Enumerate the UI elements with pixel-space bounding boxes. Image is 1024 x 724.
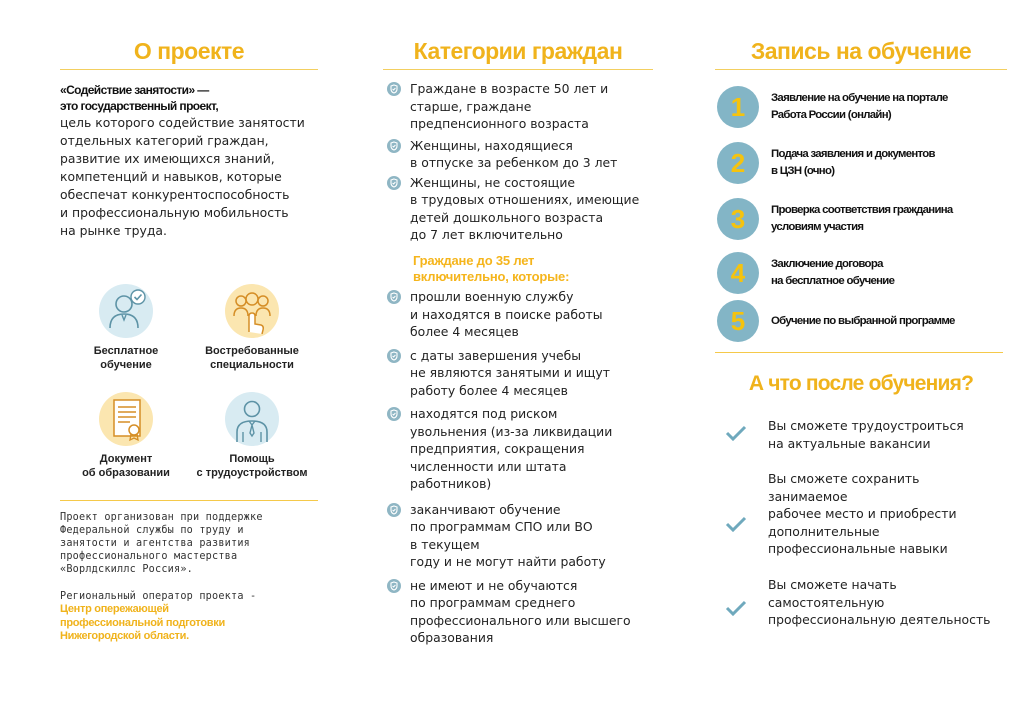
enroll-steps-rule <box>715 352 1003 353</box>
step-number-badge: 3 <box>717 198 759 240</box>
enroll-column <box>715 0 1007 627</box>
category-line: заканчивают обучение <box>410 501 561 517</box>
about-lead-line: на рынке труда. <box>60 223 167 238</box>
step-text <box>771 202 1001 236</box>
subheading-line: Граждане до 35 лет <box>413 253 535 268</box>
category-item <box>383 577 653 647</box>
step-text-line: в ЦЗН (очно) <box>771 165 835 177</box>
outcome-line: Вы сможете трудоустроиться <box>768 418 964 433</box>
shield-bullet-icon <box>387 139 401 153</box>
outcome-text <box>768 417 1008 452</box>
feature-label <box>62 344 190 372</box>
checkmark-icon <box>725 516 747 532</box>
subheading-line: включительно, которые: <box>413 268 570 284</box>
step-text <box>771 313 1001 330</box>
note-line: «Ворлдскиллс Россия». <box>60 564 194 575</box>
category-line: по программам среднего <box>410 595 576 610</box>
outcome-line: на актуальные вакансии <box>768 435 931 451</box>
enroll-step <box>717 300 1009 344</box>
enroll-title-rule <box>715 69 1007 70</box>
step-text <box>771 256 1001 290</box>
category-line: численности или штата <box>410 458 567 474</box>
outcome-line: дополнительные <box>768 523 880 539</box>
feature-label <box>188 452 316 480</box>
feature-label-line: Востребованные <box>205 345 299 357</box>
feature-label-line: специальности <box>210 359 294 371</box>
note-line: Проект организован при поддержке <box>60 512 263 523</box>
categories-title-rule <box>383 69 653 70</box>
category-line: находятся под риском <box>410 406 558 421</box>
category-item <box>383 347 653 400</box>
note-line: Федеральной службы по труду и <box>60 525 244 536</box>
category-line: работу более 4 месяцев <box>410 382 568 398</box>
category-line: Граждане в возрасте 50 лет и <box>410 81 609 96</box>
step-text-line: Проверка соответствия гражданина <box>771 204 953 216</box>
step-number-badge: 1 <box>717 86 759 128</box>
about-lead-line: цель которого содействие занятости <box>60 115 305 130</box>
about-lead-line: компетенций и навыков, которые <box>60 169 282 184</box>
step-text-line: Заключение договора <box>771 258 883 270</box>
category-line: предпенсионного возраста <box>410 116 589 131</box>
people-hand-icon <box>223 282 281 340</box>
feature-free-training <box>62 282 190 372</box>
step-text <box>771 90 1001 124</box>
businessman-icon <box>223 390 281 448</box>
feature-employment-help <box>188 390 316 480</box>
note-line: профессионального мастерства <box>60 551 238 562</box>
category-line: не являются занятыми и ищут <box>410 365 610 380</box>
about-lead-line: отдельных категорий граждан, <box>60 133 269 148</box>
about-lead-bold-line: это государственный проект, <box>60 99 219 113</box>
checkmark-icon <box>725 600 747 616</box>
enroll-title: Запись на обучение <box>750 38 972 64</box>
outcome-line: профессиональную деятельность <box>768 612 991 627</box>
category-line: образования <box>410 630 494 645</box>
outcome-line: Вы сможете сохранить <box>768 471 920 486</box>
shield-bullet-icon <box>387 176 401 190</box>
category-line: детей дошкольного возраста <box>410 209 604 225</box>
category-line: в отпуске за ребенком до 3 лет <box>410 155 618 170</box>
after-training-title: А что после обучения? <box>748 372 974 395</box>
outcome-text <box>768 470 1008 558</box>
enroll-step <box>717 198 1009 242</box>
step-number-badge: 4 <box>717 252 759 294</box>
outcome-line: Вы сможете начать <box>768 577 897 592</box>
category-line: работников) <box>410 476 492 491</box>
outcome-line: рабочее место и приобрести <box>768 506 957 521</box>
step-text <box>771 146 1001 180</box>
feature-label-line: Бесплатное <box>93 345 159 357</box>
about-lead-line: и профессиональную мобильность <box>60 205 289 220</box>
category-item <box>383 501 653 571</box>
operator-name-line: профессиональной подготовки <box>60 616 225 629</box>
category-line: в трудовых отношениях, имеющие <box>410 192 640 207</box>
about-lead-bold-line: «Содействие занятости» — <box>60 83 209 97</box>
feature-label-line: Документ <box>99 453 153 465</box>
certificate-document-icon <box>97 390 155 448</box>
operator-label: Региональный оператор проекта - <box>60 591 257 602</box>
about-footer-rule <box>60 500 318 501</box>
category-line: году и не могут найти работу <box>410 554 606 569</box>
feature-label <box>62 452 190 480</box>
outcome-line: самостоятельную <box>768 594 885 610</box>
about-lead-text <box>60 114 318 240</box>
category-line: прошли военную службу <box>410 289 574 304</box>
step-text-line: Подача заявления и документов <box>771 148 935 160</box>
feature-label-line: обучение <box>100 359 152 371</box>
category-line: увольнения (из-за ликвидации <box>410 423 613 439</box>
category-item <box>383 405 653 493</box>
about-title: О проекте <box>133 38 245 64</box>
operator-name <box>60 603 310 644</box>
project-note <box>60 511 310 644</box>
shield-bullet-icon <box>387 82 401 96</box>
category-line: в текущем <box>410 536 480 552</box>
step-text-line: Заявление на обучение на портале <box>771 92 948 104</box>
step-number-badge: 2 <box>717 142 759 184</box>
shield-bullet-icon <box>387 503 401 517</box>
operator-name-line: Нижегородской области. <box>60 630 189 642</box>
about-column <box>60 0 318 642</box>
step-text-line: условиям участия <box>771 221 864 233</box>
shield-bullet-icon <box>387 290 401 304</box>
categories-column <box>383 0 653 645</box>
feature-demanded-specialties <box>188 282 316 372</box>
enroll-step <box>717 86 1009 130</box>
about-lead-bold <box>60 82 318 114</box>
enroll-step <box>717 142 1009 186</box>
category-line: старше, граждане <box>410 98 532 114</box>
enroll-step <box>717 252 1009 296</box>
feature-label <box>188 344 316 372</box>
category-line: не имеют и не обучаются <box>410 577 578 593</box>
feature-label-line: об образовании <box>82 467 170 479</box>
feature-label-line: Помощь <box>229 453 275 465</box>
outcome-line: профессиональные навыки <box>768 541 948 556</box>
category-line: более 4 месяцев <box>410 324 519 339</box>
shield-bullet-icon <box>387 579 401 593</box>
about-lead-line: обеспечат конкурентоспособность <box>60 187 290 202</box>
category-item <box>383 288 653 341</box>
step-number-badge: 5 <box>717 300 759 342</box>
categories-list <box>383 80 653 244</box>
feature-label-line: с трудоустройством <box>196 467 308 479</box>
category-line: и находятся в поиске работы <box>410 306 603 322</box>
step-text-line: Обучение по выбранной программе <box>771 315 955 327</box>
person-check-icon <box>97 282 155 340</box>
category-line: предприятия, сокращения <box>410 441 585 456</box>
youth-categories-list <box>383 288 653 647</box>
category-item <box>383 174 653 244</box>
about-lead-line: развитие их имеющихся знаний, <box>60 151 275 166</box>
category-item <box>383 80 653 133</box>
category-line: Женщины, находящиеся <box>410 137 573 153</box>
shield-bullet-icon <box>387 407 401 421</box>
feature-education-document <box>62 390 190 480</box>
step-text-line: Работа России (онлайн) <box>771 109 892 121</box>
note-line: занятости и агентства развития <box>60 538 251 549</box>
shield-bullet-icon <box>387 349 401 363</box>
category-line: до 7 лет включительно <box>410 227 563 242</box>
checkmark-icon <box>725 425 747 441</box>
category-item <box>383 137 653 172</box>
category-line: Женщины, не состоящие <box>410 174 576 190</box>
categories-subheading <box>413 253 643 284</box>
outcome-text <box>768 576 1008 629</box>
features-grid <box>60 282 318 482</box>
category-line: по программам СПО или ВО <box>410 519 593 534</box>
outcome-line: занимаемое <box>768 488 848 504</box>
about-title-rule <box>60 69 318 70</box>
step-text-line: на бесплатное обучение <box>771 275 895 287</box>
categories-title: Категории граждан <box>413 38 623 64</box>
category-line: с даты завершения учебы <box>410 347 582 363</box>
category-line: профессионального или высшего <box>410 612 631 628</box>
operator-name-line: Центр опережающей <box>60 603 169 615</box>
